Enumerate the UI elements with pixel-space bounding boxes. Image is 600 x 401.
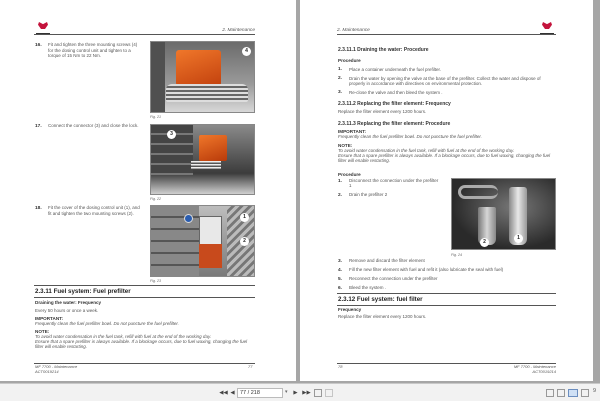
step-number: 3. <box>338 90 343 95</box>
step-text: Remove and discard the filter element <box>349 258 425 263</box>
header-chapter: 2. Maintenance <box>337 28 370 33</box>
subheading: Procedure <box>338 58 361 63</box>
figure-24-image <box>451 178 556 250</box>
important-label: IMPORTANT: <box>338 129 366 134</box>
step-text: Disconnect the connection under the prefilter <box>349 178 439 183</box>
brand-logo-icon <box>539 22 555 34</box>
page-header <box>34 25 255 35</box>
footer-doc-code: ACT0019214 <box>35 369 59 374</box>
page-number: 77 <box>248 364 253 369</box>
page-header <box>337 25 556 35</box>
page-78 <box>300 0 593 381</box>
frequency-text: Every 50 hours or once a week. <box>35 308 99 313</box>
footer-doc-title: MF 7700 - Maintenance <box>513 364 556 369</box>
step-text: Connect the connector (3) and close the lock. <box>48 123 139 128</box>
subheading: Procedure <box>338 172 361 177</box>
callout-marker: 1 <box>240 213 249 222</box>
subheading: Frequency <box>338 307 362 312</box>
section-heading: 2.3.11 Fuel system: Fuel prefilter <box>35 288 131 295</box>
note-line: To avoid water condensation in the fuel tank, refill with fuel at the end of the working day. <box>338 148 515 153</box>
previous-page-icon[interactable]: ◀ <box>230 390 235 396</box>
note-line: To avoid water condensation in the fuel tank, refill with fuel at the end of the working day. <box>35 334 212 339</box>
step-number: 1. <box>338 67 343 72</box>
last-page-icon[interactable]: ▶▶ <box>302 390 311 396</box>
important-text: Frequently clean the fuel prefilter bowl. Do not puncture the fuel prefilter. <box>35 321 179 326</box>
brand-logo-icon <box>35 22 51 34</box>
callout-marker: 1 <box>514 234 523 243</box>
figure-caption: Fig. 21 <box>150 115 161 119</box>
chevron-down-icon[interactable]: ▾ <box>285 389 288 395</box>
step-text: Fit and tighten the three mounting screws (4) for the dosing control unit and tighten to a torque of 15 Nm to 22 Nm. <box>48 42 138 59</box>
step-text: Re-close the valve and then bleed the system . <box>349 90 443 95</box>
section-heading: 2.3.11.3 Replacing the filter element: Procedure <box>338 121 451 127</box>
section-heading: 2.3.12 Fuel system: fuel filter <box>338 296 423 303</box>
section-divider <box>34 297 255 298</box>
note-line: filter will enable restarting. <box>35 344 88 349</box>
figure-21-image <box>150 41 255 113</box>
note-line: Ensure that a spare prefilter is always available. If a blockage occurs, due to fuel waxing, changing the fuel <box>338 153 551 158</box>
zoom-level[interactable]: 9 <box>593 388 597 394</box>
page-number-input[interactable] <box>237 388 283 398</box>
section-heading: 2.3.11.2 Replacing the filter element: Frequency <box>338 101 451 107</box>
figure-23-image <box>150 205 255 277</box>
single-page-view-icon[interactable] <box>546 389 554 397</box>
important-label: IMPORTANT: <box>35 316 63 321</box>
page-77 <box>0 0 296 381</box>
step-text: Fit the cover of the dosing control unit (1), and fit and tighten the two mounting screws (2). <box>48 205 140 216</box>
step-number: 16. <box>35 43 42 48</box>
step-text: Place a container underneath the fuel prefilter. <box>349 67 442 72</box>
two-page-continuous-view-icon[interactable] <box>581 389 589 397</box>
next-page-icon[interactable]: ▶ <box>293 390 298 396</box>
header-chapter: 2. Maintenance <box>222 28 255 33</box>
footer-doc-title: MF 7700 - Maintenance <box>35 364 78 369</box>
callout-marker: 2 <box>240 237 249 246</box>
callout-marker: 3 <box>167 130 176 139</box>
body-text: Replace the filter element every 1200 hours. <box>338 109 427 114</box>
figure-caption: Fig. 24 <box>451 253 462 257</box>
two-page-view-icon[interactable] <box>568 389 578 397</box>
callout-marker: 2 <box>480 238 489 247</box>
footer-doc-code: ACT0019214 <box>532 369 556 374</box>
step-number: 2. <box>338 193 343 198</box>
step-number: 17. <box>35 124 42 129</box>
note-line: filter will enable restarting. <box>338 158 391 163</box>
step-number: 18. <box>35 206 42 211</box>
navigation-toolbar <box>0 383 600 401</box>
step-text: Bleed the system . <box>349 285 387 290</box>
subheading: Draining the water: Frequency <box>35 300 102 305</box>
step-number: 2. <box>338 76 343 81</box>
section-heading: 2.3.11.1 Draining the water: Procedure <box>338 47 429 53</box>
first-page-icon[interactable]: ◀◀ <box>219 390 228 396</box>
step-number: 1. <box>338 179 343 184</box>
note-label: NOTE: <box>35 329 50 334</box>
step-text: Drain the prefilter 2 <box>349 192 388 197</box>
note-label: NOTE: <box>338 143 353 148</box>
note-line: Ensure that a spare prefilter is always available. If a blockage occurs, due to fuel waxing, changing the fuel <box>35 339 248 344</box>
section-divider <box>337 293 556 294</box>
step-number: 5. <box>338 277 343 282</box>
continuous-view-icon[interactable] <box>557 389 565 397</box>
step-text: Drain the water by opening the valve at the base of the prefilter. Collect the water and dispose of <box>349 76 541 81</box>
figure-22-image <box>150 124 255 195</box>
step-text: 1 <box>349 183 352 188</box>
step-number: 3. <box>338 259 343 264</box>
callout-marker: 4 <box>242 47 251 56</box>
figure-caption: Fig. 23 <box>150 279 161 283</box>
section-divider <box>34 285 255 286</box>
step-text: Fill the new filter element with fuel and refit it (also lubricate the seal with fuel) <box>349 267 504 272</box>
body-text: Replace the filter element every 1200 hours. <box>338 314 427 319</box>
important-text: Frequently clean the fuel prefilter bowl. Do not puncture the fuel prefilter. <box>338 134 482 139</box>
paste-icon[interactable] <box>325 389 333 397</box>
figure-caption: Fig. 22 <box>150 197 161 201</box>
page-number: 78 <box>338 364 343 369</box>
step-text: properly in accordance with directives on environmental protection. <box>349 81 483 86</box>
step-text: Reconnect the connection under the prefilter <box>349 276 438 281</box>
step-number: 6. <box>338 286 343 291</box>
step-number: 4. <box>338 268 343 273</box>
copy-icon[interactable] <box>314 389 322 397</box>
section-divider <box>337 305 556 306</box>
